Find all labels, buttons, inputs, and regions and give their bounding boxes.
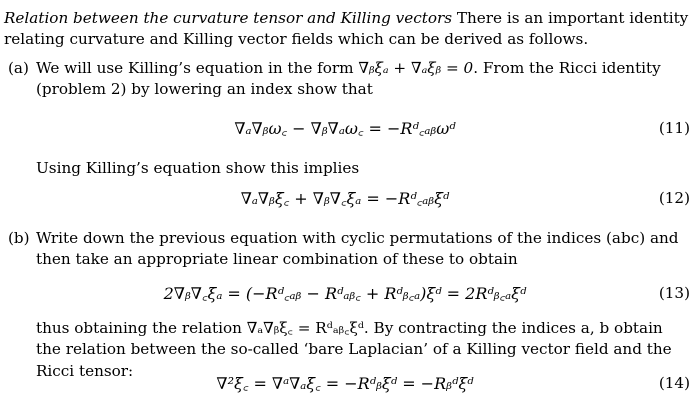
part-b-followup: thus obtaining the relation ∇ₐ∇ᵦξ꜀ = Rᵈₐᵦ꜀ξᵈ. By contracting the indices a, b obtain the relation between the so-called ‘bare Laplacian’ of a Killing vector field and the Ricci tensor: [36,319,672,380]
section-title: Relation between the curvature tensor and Killing vectors [4,9,453,27]
equation-13-number: (13) [658,284,690,302]
equation-11: ∇ₐ∇ᵦω꜀ − ∇ᵦ∇ₐω꜀ = −Rᵈ꜀ₐᵦωᵈ [234,119,456,138]
equation-11-number: (11) [658,119,690,137]
killing-equation-inline: ∇ᵦξₐ + ∇ₐξᵦ = 0 [358,59,474,77]
part-b [8,228,690,271]
equation-14: ∇²ξ꜀ = ∇ᵃ∇ₐξ꜀ = −Rᵈᵦξᵈ = −Rᵦᵈξᵈ [216,374,474,393]
part-a-followup: Using Killing’s equation show this implies [36,159,360,177]
part-a-intro: We will use Killing’s equation in the form ∇ᵦξₐ + ∇ₐξᵦ = 0. From the Ricci identity (problem 2) by lowering an index show that [36,59,661,99]
equation-11-row [0,118,690,142]
part-b-intro: Write down the previous equation with cyclic permutations of the indices (abc) and then take an appropriate linear combination of these to obtain [36,229,679,269]
equation-14-row [0,373,690,397]
part-b-label: (b) [8,229,30,247]
equation-12-number: (12) [658,189,690,207]
part-a-label: (a) [8,59,29,77]
intro-paragraph [4,8,692,51]
intro-text: There is an important identity relating curvature and Killing vector fields which can be derived as follows. [4,9,689,49]
equation-14-number: (14) [658,374,690,392]
equation-12-row [0,188,690,212]
part-a [8,58,690,101]
equation-13-row [0,283,690,307]
equation-12: ∇ₐ∇ᵦξ꜀ + ∇ᵦ∇꜀ξₐ = −Rᵈ꜀ₐᵦξᵈ [240,189,450,208]
equation-13: 2∇ᵦ∇꜀ξₐ = (−Rᵈ꜀ₐᵦ − Rᵈₐᵦ꜀ + Rᵈᵦ꜀ₐ)ξᵈ = 2Rᵈᵦ꜀ₐξᵈ [163,284,527,303]
